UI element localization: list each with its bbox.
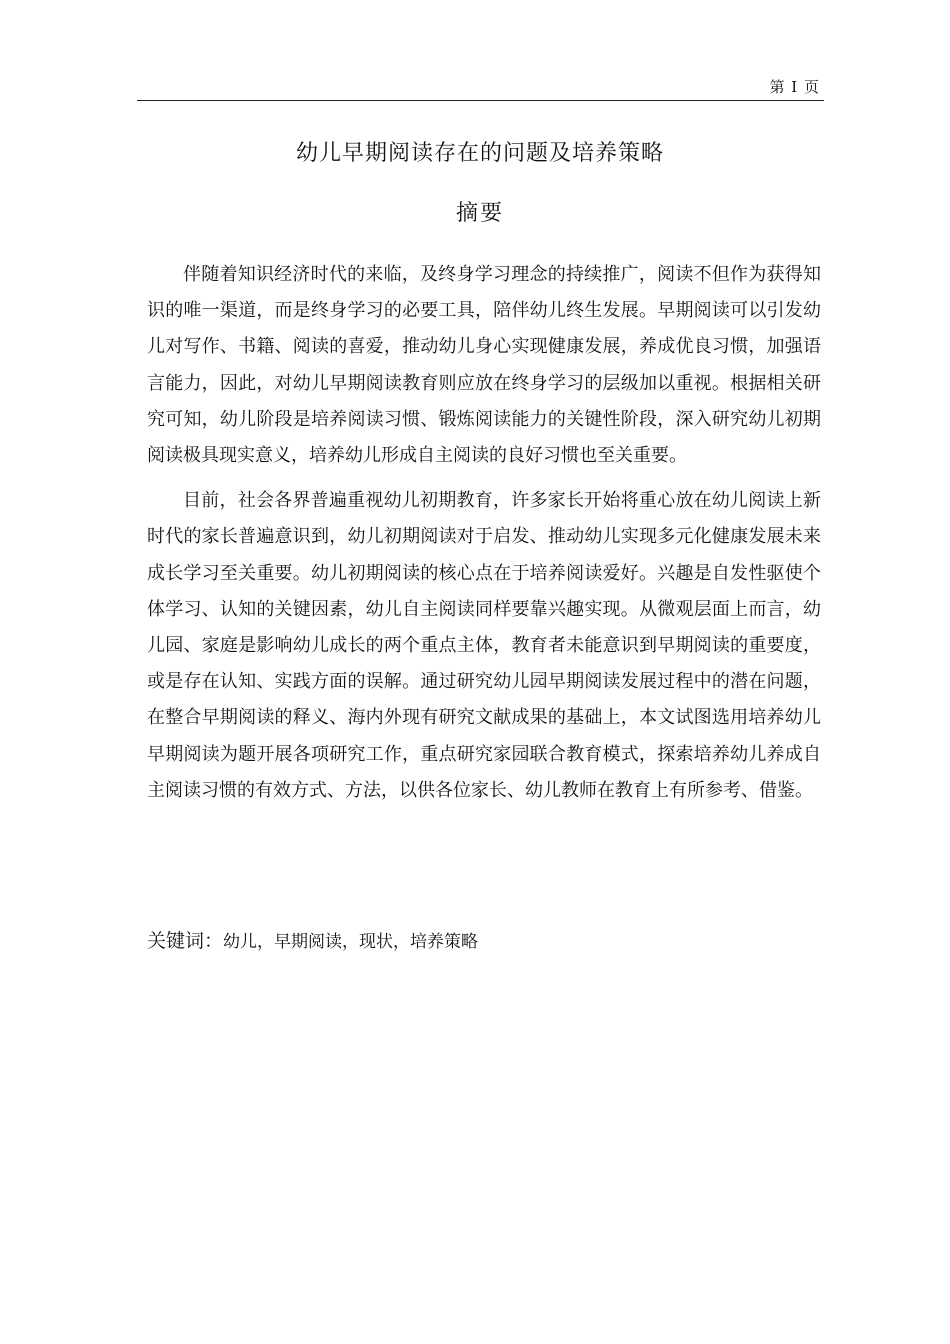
page-header	[137, 72, 824, 101]
keywords-value: 幼儿，早期阅读，现状，培养策略	[223, 932, 479, 952]
keywords-line	[147, 926, 478, 953]
abstract-paragraph-2: 目前，社会各界普遍重视幼儿初期教育，许多家长开始将重心放在幼儿阅读上新时代的家长普遍意识到，幼儿初期阅读对于启发、推动幼儿实现多元化健康发展未来成长学习至关重要。幼儿初期阅读的核心点在于培养阅读爱好。兴趣是自发性驱使个体学习、认知的关键因素，幼儿自主阅读同样要靠兴趣实现。从微观层面上而言，幼儿园、家庭是影响幼儿成长的两个重点主体，教育者未能意识到早期阅读的重要度，或是存在认知、实践方面的误解。通过研究幼儿园早期阅读发展过程中的潜在问题，在整合早期阅读的释义、海内外现有研究文献成果的基础上，本文试图选用培养幼儿早期阅读为题开展各项研究工作，重点研究家园联合教育模式，探索培养幼儿养成自主阅读习惯的有效方式、方法，以供各位家长、幼儿教师在教育上有所参考、借鉴。	[147, 490, 821, 801]
document-title: 幼儿早期阅读存在的问题及培养策略	[295, 141, 664, 166]
keywords-label: 关键词：	[147, 930, 224, 952]
abstract-body	[147, 257, 821, 809]
page-number: 第 I 页	[769, 78, 820, 96]
abstract-heading: 摘要	[455, 201, 504, 226]
abstract-paragraph-1: 伴随着知识经济时代的来临，及终身学习理念的持续推广，阅读不但作为获得知识的唯一渠道，而是终身学习的必要工具，陪伴幼儿终生发展。早期阅读可以引发幼儿对写作、书籍、阅读的喜爱，推动幼儿身心实现健康发展，养成优良习惯，加强语言能力，因此，对幼儿早期阅读教育则应放在终身学习的层级加以重视。根据相关研究可知，幼儿阶段是培养阅读习惯、锻炼阅读能力的关键性阶段，深入研究幼儿初期阅读极具现实意义，培养幼儿形成自主阅读的良好习惯也至关重要。	[147, 264, 821, 467]
